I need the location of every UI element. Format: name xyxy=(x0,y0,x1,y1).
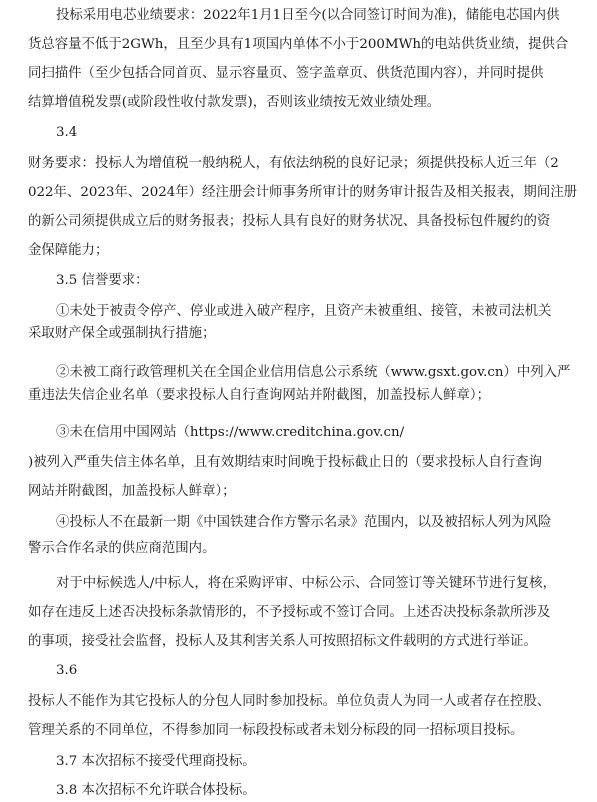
paragraph-line: 结算增值税发票(或阶段性收付款发票)，否则该业绩按无效业绩处理。 xyxy=(28,95,441,110)
paragraph-line: 022年、2023年、2024年）经注册会计师事务所审计的财务审计报告及相关报表，期间注册 xyxy=(28,185,577,200)
paragraph-line: ④投标人不在最新一期《中国铁建合作方警示名录》范围内，以及被招标人列为风险 xyxy=(56,515,552,530)
paragraph-line: 的新公司须提供成立后的财务报表；投标人具有良好的财务状况、具备投标包件履约的资 xyxy=(28,214,551,229)
section-heading: 3.8 本次招标不允许联合体投标。 xyxy=(56,783,256,798)
paragraph-line: 财务要求：投标人为增值税一般纳税人，有依法纳税的良好记录；须提供投标人近三年（2 xyxy=(28,156,559,171)
section-heading: 3.7 本次招标不接受代理商投标。 xyxy=(56,754,256,769)
paragraph-line: 同扫描件（至少包括合同首页、显示容量页、签字盖章页、供货范围内容），并同时提供 xyxy=(28,66,544,81)
paragraph-line: 如存在违反上述否决投标条款情形的，不予授标或不签订合同。上述否决投标条款所涉及 xyxy=(28,605,551,620)
paragraph-line: 采取财产保全或强制执行措施； xyxy=(28,326,216,341)
section-heading: 3.6 xyxy=(56,663,78,678)
paragraph-line: 重违法失信企业名单（要求投标人自行查询网站并附截图，加盖投标人鲜章）； xyxy=(28,388,490,403)
paragraph-line: )被列入严重失信主体名单，且有效期结束时间晚于投标截止日的（要求投标人自行查询 xyxy=(28,455,543,470)
paragraph-line: ③未在信用中国网站（https://www.creditchina.gov.cn/ xyxy=(56,425,405,440)
paragraph-line: 金保障能力； xyxy=(28,243,109,258)
paragraph-line: 货总容量不低于2GWh，且至少具有1项国内单体不小于200MWh的电站供货业绩，提供合 xyxy=(28,37,569,52)
paragraph-line: 的事项，接受社会监督，投标人及其利害关系人可按照招标文件载明的方式进行举证。 xyxy=(28,634,537,649)
paragraph-line: 投标采用电芯业绩要求：2022年1月1日至今(以合同签订时间为准)，储能电芯国内供 xyxy=(56,8,560,23)
paragraph-line: 警示合作名录的供应商范围内。 xyxy=(28,541,216,556)
paragraph-line: ①未处于被责令停产、停业或进入破产程序，且资产未被重组、接管，未被司法机关 xyxy=(56,304,552,319)
paragraph-line: 对于中标候选人/中标人，将在采购评审、中标公示、合同签订等关键环节进行复核， xyxy=(56,576,556,591)
section-heading: 3.5 信誉要求： xyxy=(56,273,149,288)
section-heading: 3.4 xyxy=(56,125,78,140)
paragraph-line: 管理关系的不同单位，不得参加同一标段投标或者未划分标段的同一招标项目投标。 xyxy=(28,723,524,738)
paragraph-line: ②未被工商行政管理机关在全国企业信用信息公示系统（www.gsxt.gov.cn）中列入严 xyxy=(56,365,571,380)
paragraph-line: 投标人不能作为其它投标人的分包人同时参加投标。单位负责人为同一人或者存在控股、 xyxy=(28,694,551,709)
paragraph-line: 网站并附截图，加盖投标人鲜章）； xyxy=(28,484,236,499)
